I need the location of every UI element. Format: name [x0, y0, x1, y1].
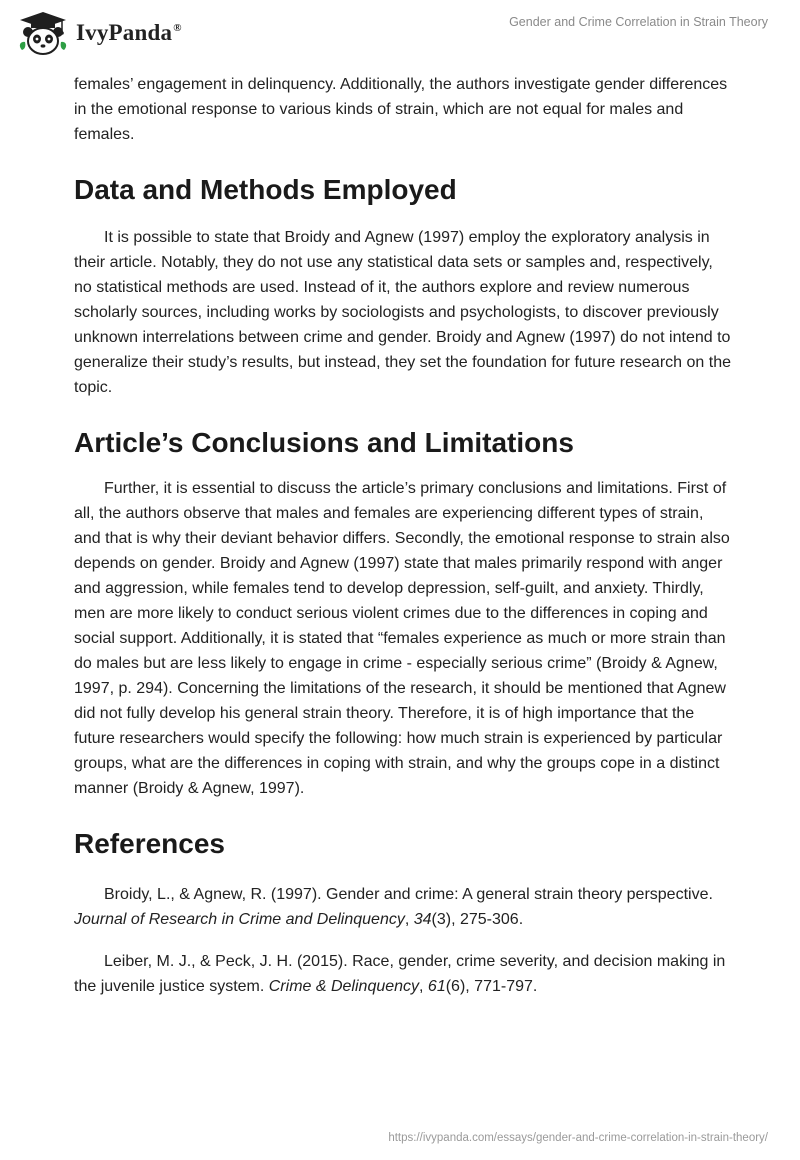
article-body	[74, 72, 734, 1016]
intro-paragraph: females’ engagement in delinquency. Additionally, the authors investigate gender differences in the emotional response to various kinds of strain, which are not equal for males and females.	[74, 76, 728, 143]
section-heading-data-methods: Data and Methods Employed	[74, 174, 457, 205]
reference-item: Leiber, M. J., & Peck, J. H. (2015). Race, gender, crime severity, and decision making in the juvenile justice system. Crime & Delinquency, 61(6), 771-797.	[74, 953, 726, 995]
reference-journal: Crime & Delinquency	[268, 978, 420, 995]
logo-text: IvyPanda®	[76, 20, 182, 45]
ivypanda-logo[interactable]	[16, 10, 182, 56]
reference-journal: Journal of Research in Crime and Delinquency	[74, 911, 405, 928]
references-heading: References	[74, 828, 225, 859]
page-header	[0, 0, 800, 70]
reference-item: Broidy, L., & Agnew, R. (1997). Gender and crime: A general strain theory perspective. Journal of Research in Crime and Delinquency, 34(3), 275-306.	[74, 886, 713, 928]
section-heading-conclusions: Article’s Conclusions and Limitations	[74, 427, 574, 458]
document-title: Gender and Crime Correlation in Strain Theory	[509, 15, 768, 29]
reference-volume: 34	[413, 911, 432, 928]
footer-url[interactable]: https://ivypanda.com/essays/gender-and-crime-correlation-in-strain-theory/	[388, 1132, 768, 1144]
section-paragraph-data-methods: It is possible to state that Broidy and Agnew (1997) employ the exploratory analysis in their article. Notably, they do not use any statistical data sets or samples and, respectively, no statistical methods are used. Instead of it, the authors explore and review numerous scholarly sources, including works by sociologists and psychologists, to discover previously unknown interrelations between crime and gender. Broidy and Agnew (1997) do not intend to generalize their study’s results, but instead, they set the foundation for future research on the topic.	[74, 229, 731, 396]
section-paragraph-conclusions: Further, it is essential to discuss the article’s primary conclusions and limitations. First of all, the authors observe that males and females are experiencing different types of strain, and that is why their deviant behavior differs. Secondly, the emotional response to strain also depends on gender. Broidy and Agnew (1997) state that males primarily respond with anger and aggression, while females tend to develop depression, self-guilt, and anxiety. Thirdly, men are more likely to conduct serious violent crimes due to the differences in coping and social support. Additionally, it is stated that “females experience as much or more strain than do males but are less likely to engage in crime - especially serious crime” (Broidy & Agnew, 1997, p. 294). Concerning the limitations of the research, it should be mentioned that Agnew did not fully develop his general strain theory. Therefore, it is of high importance that the future researchers would specify the following: how much strain is experienced by particular groups, what are the differences in coping with strain, and why the groups cope in a distinct manner (Broidy & Agnew, 1997).	[74, 480, 730, 797]
panda-graduate-icon	[16, 10, 70, 56]
reference-volume: 61	[427, 978, 446, 995]
